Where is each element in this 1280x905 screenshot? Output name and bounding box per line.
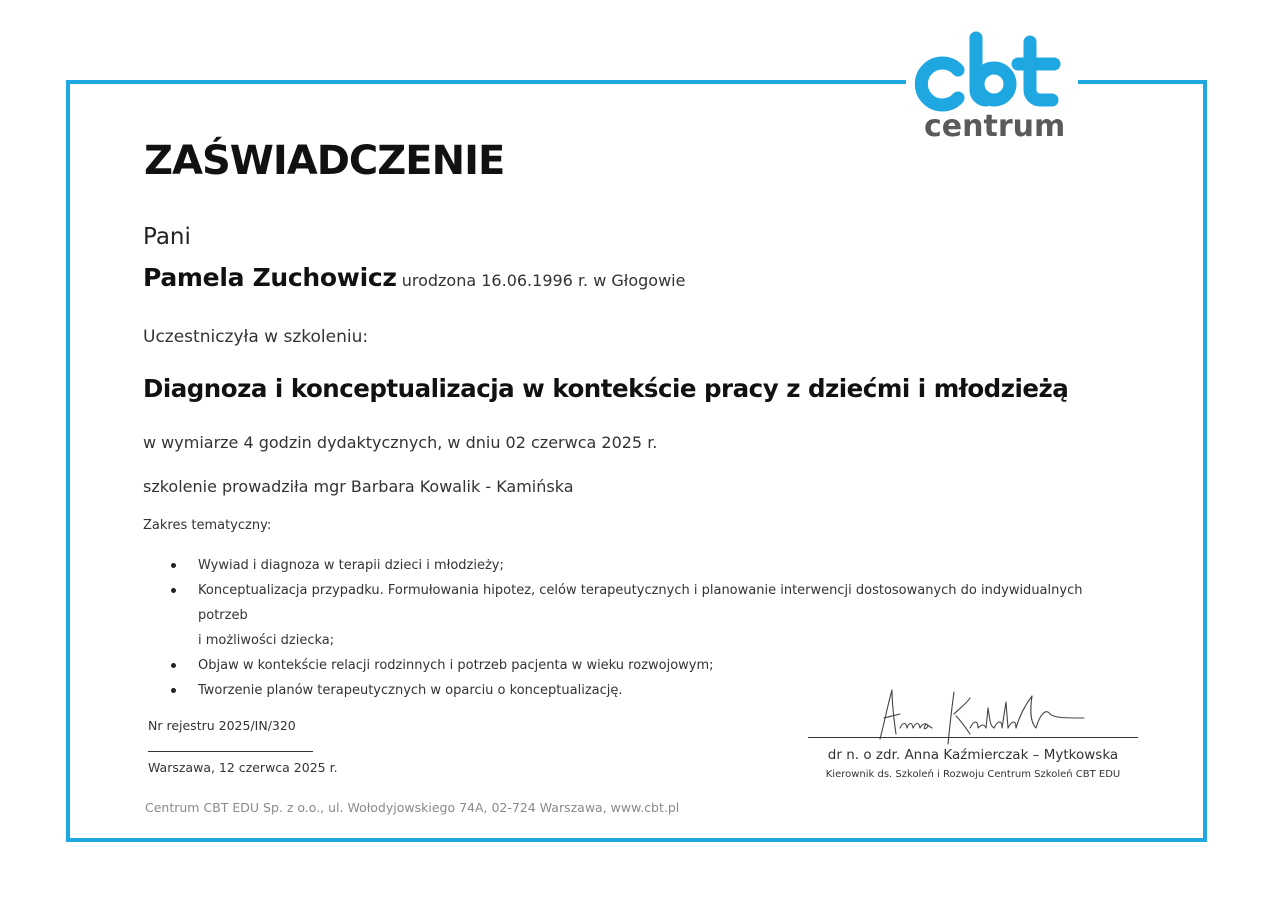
cbt-logo-mark-icon — [906, 24, 1078, 114]
course-title: Diagnoza i konceptualizacja w kontekście pracy z dziećmi i młodzieżą — [143, 374, 1069, 403]
registry-number: Nr rejestru 2025/IN/320 — [148, 718, 296, 733]
footer-address: Centrum CBT EDU Sp. z o.o., ul. Wołodyjowskiego 74A, 02-724 Warszawa, www.cbt.pl — [145, 800, 680, 815]
certificate-title: ZAŚWIADCZENIE — [144, 138, 505, 184]
place-date: Warszawa, 12 czerwca 2025 r. — [148, 760, 338, 775]
topic-item: Wywiad i diagnoza w terapii dzieci i młodzieży; — [168, 553, 1118, 578]
recipient-line — [143, 263, 685, 292]
recipient-name: Pamela Zuchowicz — [143, 263, 397, 292]
topics-label: Zakres tematyczny: — [143, 518, 272, 533]
cbt-centrum-logo — [906, 24, 1078, 150]
trainer-info: szkolenie prowadziła mgr Barbara Kowalik - Kamińska — [143, 477, 574, 496]
salutation: Pani — [143, 224, 191, 250]
signature-line — [808, 737, 1138, 738]
topic-item-continuation: i możliwości dziecka; — [198, 633, 335, 648]
logo-text: centrum — [924, 109, 1066, 144]
topic-item: Tworzenie planów terapeutycznych w oparciu o konceptualizację. — [168, 678, 1118, 703]
topic-item: Objaw w kontekście relacji rodzinnych i potrzeb pacjenta w wieku rozwojowym; — [168, 653, 1118, 678]
topic-item: Konceptualizacja przypadku. Formułowania hipotez, celów terapeutycznych i planowanie interwencji dostosowanych do indywidualnych potrzeb — [168, 578, 1118, 628]
signer-role: Kierownik ds. Szkoleń i Rozwoju Centrum Szkoleń CBT EDU — [825, 769, 1121, 780]
birth-info: urodzona 16.06.1996 r. w Głogowie — [401, 271, 686, 290]
signer-name: dr n. o zdr. Anna Kaźmierczak – Mytkowska — [827, 747, 1119, 763]
participated-label: Uczestniczyła w szkoleniu: — [143, 327, 369, 347]
topics-list — [168, 553, 1118, 703]
registry-divider — [148, 751, 313, 752]
course-scope: w wymiarze 4 godzin dydaktycznych, w dniu 02 czerwca 2025 r. — [143, 433, 658, 452]
